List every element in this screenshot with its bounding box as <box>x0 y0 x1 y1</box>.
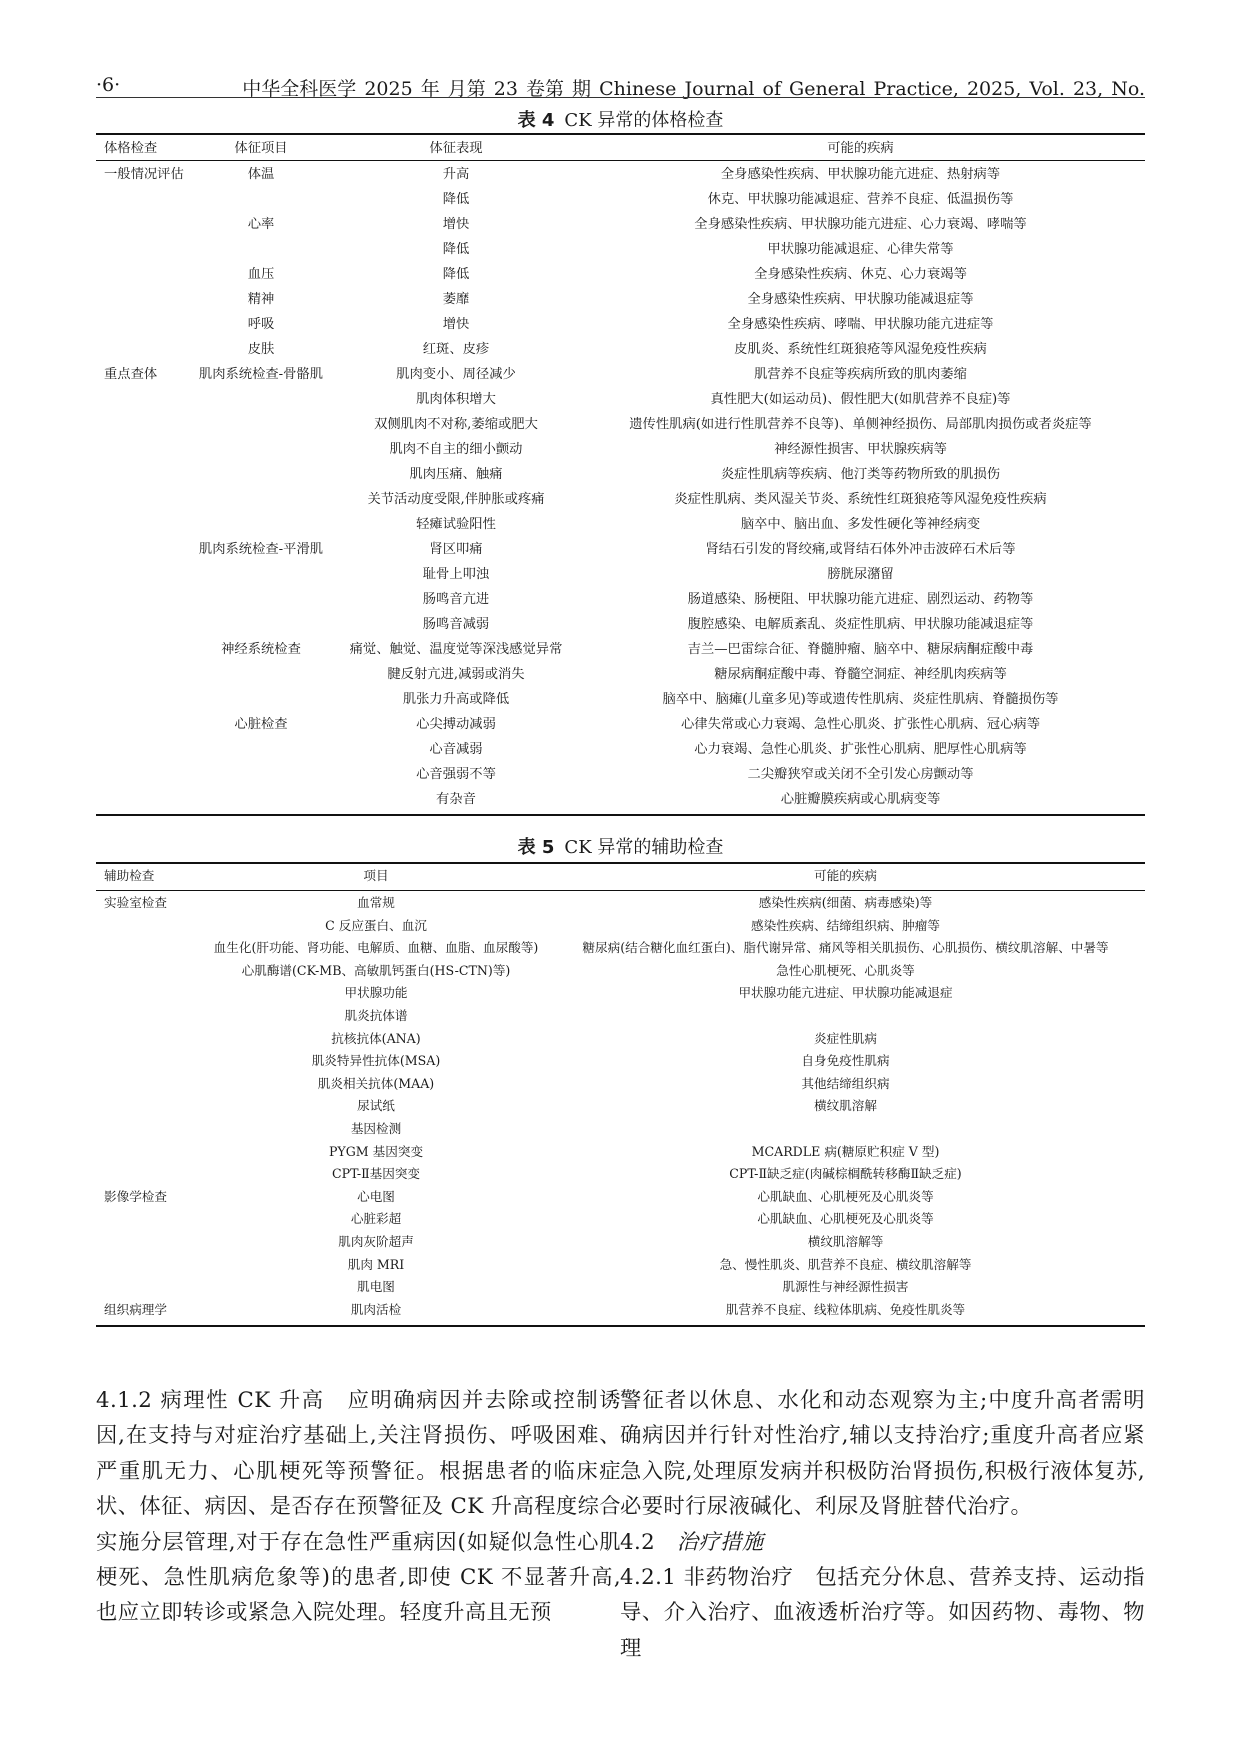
table-cell: 实验室检查 <box>104 895 167 910</box>
table-cell: 肠鸣音减弱 <box>422 617 490 632</box>
table-cell <box>96 1163 206 1186</box>
table-cell: 尿试纸 <box>357 1098 395 1114</box>
table5-body <box>96 892 1145 1321</box>
table-cell <box>96 262 186 287</box>
table-cell: CPT-Ⅱ缺乏症(肉碱棕榈酰转移酶Ⅱ缺乏症) <box>729 1166 962 1182</box>
table-cell: 肌肉体积增大 <box>416 392 496 407</box>
table-cell <box>96 1028 206 1051</box>
table-cell: 全身感染性疾病、休克、心力衰竭等 <box>754 267 967 282</box>
table-cell: 心脏瓣膜疾病或心肌病变等 <box>780 792 941 807</box>
table-cell: 横纹肌溶解等 <box>807 1233 884 1249</box>
table5-row <box>96 982 1145 1005</box>
table-cell <box>96 212 186 237</box>
table-cell <box>96 1276 206 1299</box>
table-cell: 腹腔感染、电解质紊乱、炎症性肌病、甲状腺功能减退症等 <box>687 617 1034 632</box>
section-heading-4-1-2: 4.1.2 病理性 CK 升高 <box>96 1388 325 1413</box>
table-cell: 心律失常或心力衰竭、急性心肌炎、扩张性心肌病、冠心病等 <box>680 717 1040 732</box>
table-cell <box>96 1208 206 1231</box>
table-cell <box>186 562 336 587</box>
table4-row <box>96 612 1145 637</box>
table-cell: 增快 <box>442 317 470 332</box>
table-cell: 其他结缔组织病 <box>801 1075 890 1091</box>
table4-row <box>96 462 1145 487</box>
col-header: 可能的疾病 <box>827 141 894 156</box>
table-cell <box>186 387 336 412</box>
table-cell: 萎靡 <box>442 292 470 307</box>
table-cell: 心力衰竭、急性心肌炎、扩张性心肌病、肥厚性心肌病等 <box>694 742 1027 757</box>
table-cell <box>186 737 336 762</box>
table-cell: 脑卒中、脑出血、多发性硬化等神经病变 <box>740 517 981 532</box>
table-cell: 膀胱尿潴留 <box>827 567 894 582</box>
table-cell <box>96 387 186 412</box>
table-cell: 肌炎特异性抗体(MSA) <box>311 1053 441 1069</box>
table4-row <box>96 387 1145 412</box>
table-cell: 急性心肌梗死、心肌炎等 <box>776 962 915 978</box>
table-cell: 肌肉灰阶超声 <box>338 1233 414 1249</box>
table-cell <box>96 487 186 512</box>
table-cell <box>186 462 336 487</box>
table5-title: CK 异常的辅助检查 <box>564 837 724 858</box>
table-cell <box>96 915 206 938</box>
table4-row <box>96 687 1145 712</box>
table-cell <box>186 687 336 712</box>
table-cell: 感染性疾病、结缔组织病、肿瘤等 <box>751 917 940 933</box>
table-cell <box>96 1254 206 1277</box>
table5-row <box>96 1050 1145 1073</box>
table-cell: 休克、甲状腺功能减退症、营养不良症、低温损伤等 <box>707 192 1014 207</box>
col-header: 体格检查 <box>104 141 158 156</box>
table-cell: 一般情况评估 <box>104 167 184 182</box>
table-cell: 吉兰—巴雷综合征、脊髓肿瘤、脑卒中、糖尿病酮症酸中毒 <box>687 642 1034 657</box>
table4-row <box>96 237 1145 262</box>
table-cell: 抗核抗体(ANA) <box>331 1030 421 1046</box>
table-cell: 真性肥大(如运动员)、假性肥大(如肌营养不良症)等 <box>710 392 1011 407</box>
table-cell <box>96 662 186 687</box>
col-header: 辅助检查 <box>104 868 155 883</box>
table4-title: CK 异常的体格检查 <box>564 110 724 131</box>
table-cell <box>96 337 186 362</box>
table-cell: 甲状腺功能 <box>344 985 408 1001</box>
table-cell: 肌电图 <box>357 1279 395 1295</box>
table-cell: 心率 <box>247 217 275 232</box>
table5-row <box>96 937 1145 960</box>
header-rule <box>96 97 1145 98</box>
table-cell: 心脏彩超 <box>350 1211 402 1227</box>
table4-row <box>96 187 1145 212</box>
table5-row <box>96 1299 1145 1322</box>
paragraph-text: 包括充分休息、营养支持、运动指导、介入治疗、血液透析治疗等。如因药物、毒物、物理 <box>620 1565 1145 1661</box>
table-cell: 肠道感染、肠梗阻、甲状腺功能亢进症、剧烈运动、药物等 <box>687 592 1034 607</box>
table-cell: 肌肉压痛、触痛 <box>409 467 503 482</box>
table-cell: 降低 <box>442 242 470 257</box>
table5-row <box>96 1231 1145 1254</box>
table5-row <box>96 1163 1145 1186</box>
table-cell <box>186 612 336 637</box>
table-cell: 脑卒中、脑瘫(儿童多见)等或遗传性肌病、炎症性肌病、脊髓损伤等 <box>662 692 1059 707</box>
col-header: 体征项目 <box>234 141 288 156</box>
table-cell: 心肌缺血、心肌梗死及心肌炎等 <box>757 1211 934 1227</box>
table-cell <box>546 1118 1145 1141</box>
table-cell <box>546 1005 1145 1028</box>
table-cell: 体温 <box>247 167 275 182</box>
table-cell: 横纹肌溶解 <box>814 1098 877 1114</box>
table4-header-rule <box>96 160 1145 161</box>
table4-row <box>96 337 1145 362</box>
table-cell: 全身感染性疾病、甲状腺功能减退症等 <box>747 292 974 307</box>
table-cell <box>96 462 186 487</box>
table5-bottom-rule <box>96 1325 1145 1327</box>
table5-header <box>96 865 1145 888</box>
table4-header-row <box>96 136 1145 161</box>
table-cell <box>96 1073 206 1096</box>
table4-bottom-rule <box>96 814 1145 816</box>
table4-row <box>96 512 1145 537</box>
table-cell: 遗传性肌病(如进行性肌营养不良等)、单侧神经损伤、局部肌肉损伤或者炎症等 <box>629 417 1092 432</box>
table4-row <box>96 562 1145 587</box>
table4-row <box>96 412 1145 437</box>
table-cell <box>96 1005 206 1028</box>
table-cell: 肌张力升高或降低 <box>402 692 510 707</box>
table-cell <box>96 587 186 612</box>
table-cell: 糖尿病酮症酸中毒、脊髓空洞症、神经肌肉疾病等 <box>714 667 1007 682</box>
page-number: ·6· <box>96 74 121 96</box>
table-cell: 甲状腺功能亢进症、甲状腺功能减退症 <box>738 985 953 1001</box>
table-cell: 神经源性损害、甲状腺疾病等 <box>774 442 947 457</box>
paragraph-text: 应明确病因并去除或控制诱因,在支持与对症治疗基础上,关注肾损伤、呼吸困难、严重肌无力、心肌梗死等预警征。根据患者的临床症状、体征、病因、是否存在预警征及 CK 升高程度综合实施分层管理,对于存在急性严重病因(如疑似急性心肌梗死、急性肌病危象等)的患者,即使 CK 不显著升高,也应立即转诊或紧急入院处理。轻度升高且无预 <box>96 1388 621 1626</box>
table-cell <box>186 587 336 612</box>
table-cell: 肌肉不自主的细小颤动 <box>389 442 523 457</box>
table-cell: 肌肉变小、周径减少 <box>396 367 516 382</box>
table5-row <box>96 1005 1145 1028</box>
table4-row <box>96 712 1145 737</box>
table5-row <box>96 1073 1145 1096</box>
table-cell: 肠鸣音亢进 <box>422 592 490 607</box>
table5-row <box>96 1141 1145 1164</box>
table-cell <box>186 412 336 437</box>
table4-row <box>96 162 1145 187</box>
table-cell <box>96 287 186 312</box>
table-cell: 神经系统检查 <box>221 642 301 657</box>
table-cell: 肌肉系统检查-平滑肌 <box>198 542 324 557</box>
table-cell: 心电图 <box>357 1188 395 1204</box>
table-cell: 炎症性肌病、类风湿关节炎、系统性红斑狼疮等风湿免疫性疾病 <box>674 492 1047 507</box>
paragraph-4-2-1 <box>620 1560 1145 1666</box>
table-cell: 全身感染性疾病、甲状腺功能亢进症、热射病等 <box>720 167 1001 182</box>
table-cell: 炎症性肌病等疾病、他汀类等药物所致的肌损伤 <box>720 467 1001 482</box>
table-cell <box>96 187 186 212</box>
table-cell: 心音强弱不等 <box>416 767 496 782</box>
paragraph-continued: 警征者以休息、水化和动态观察为主;中度升高者需明确病因并行针对性治疗,辅以支持治疗;重度升高者应紧急入院,处理原发病并积极防治肾损伤,积极行液体复苏,必要时行尿液碱化、利尿及肾脏替代治疗。 <box>620 1388 1145 1520</box>
table-cell: 关节活动度受限,伴肿胀或疼痛 <box>367 492 545 507</box>
paragraph-4-1-2 <box>96 1383 621 1631</box>
table-cell: C 反应蛋白、血沉 <box>325 917 427 933</box>
table-cell: 全身感染性疾病、甲状腺功能亢进症、心力衰竭、哮喘等 <box>694 217 1027 232</box>
table5-row <box>96 892 1145 915</box>
table5-row <box>96 960 1145 983</box>
table-cell: 痛觉、触觉、温度觉等深浅感觉异常 <box>349 642 563 657</box>
table5-row <box>96 1186 1145 1209</box>
table-cell: 肌炎相关抗体(MAA) <box>317 1075 435 1091</box>
table-cell: 重点查体 <box>104 367 158 382</box>
table4-row <box>96 312 1145 337</box>
body-column-right <box>620 1383 1145 1666</box>
table-cell <box>186 512 336 537</box>
table-cell: 组织病理学 <box>104 1301 167 1317</box>
table-cell <box>96 1050 206 1073</box>
table-cell: 心尖搏动减弱 <box>416 717 496 732</box>
table-cell: 急、慢性肌炎、肌营养不良症、横纹肌溶解等 <box>719 1256 972 1272</box>
table-cell: 红斑、皮疹 <box>422 342 490 357</box>
table4-row <box>96 637 1145 662</box>
table4-row <box>96 487 1145 512</box>
table-cell: 双侧肌肉不对称,萎缩或肥大 <box>374 417 538 432</box>
section-heading-4-2-1: 4.2.1 非药物治疗 <box>620 1565 794 1591</box>
table-cell: CPT-Ⅱ基因突变 <box>331 1166 421 1182</box>
table-cell: 精神 <box>247 292 275 307</box>
table-cell <box>96 712 186 737</box>
table-cell: 肾结石引发的肾绞痛,或肾结石体外冲击波碎石术后等 <box>705 542 1016 557</box>
body-column-left <box>96 1383 621 1631</box>
table-cell <box>186 787 336 812</box>
table4-header <box>96 136 1145 161</box>
section-number: 4.2 <box>620 1529 656 1555</box>
table-cell <box>96 787 186 812</box>
section-title: 治疗措施 <box>676 1529 764 1555</box>
table-cell: 肌肉 MRI <box>347 1256 405 1272</box>
table-cell: 自身免疫性肌病 <box>801 1053 890 1069</box>
table-cell <box>186 762 336 787</box>
table-cell: 二尖瓣狭窄或关闭不全引发心房颤动等 <box>747 767 974 782</box>
table-cell: PYGM 基因突变 <box>328 1143 424 1159</box>
table4-label: 表 4 <box>517 110 555 131</box>
table-cell: 肾区叩痛 <box>429 542 483 557</box>
table-cell: 血常规 <box>357 895 395 910</box>
table-cell <box>186 187 336 212</box>
running-header <box>96 70 1145 98</box>
table-cell <box>96 1231 206 1254</box>
table-cell: 血压 <box>247 267 275 282</box>
table4-row <box>96 437 1145 462</box>
table4-row <box>96 262 1145 287</box>
table4-caption <box>0 106 1241 132</box>
table-cell <box>96 612 186 637</box>
table-cell <box>186 237 336 262</box>
table-cell <box>96 1118 206 1141</box>
table-cell <box>96 937 206 960</box>
table-cell: 耻骨上叩浊 <box>422 567 490 582</box>
table5-row <box>96 1118 1145 1141</box>
table5-label: 表 5 <box>517 837 555 858</box>
table4-row <box>96 212 1145 237</box>
table-cell <box>96 1095 206 1118</box>
table-cell <box>96 412 186 437</box>
table-cell: 皮肌炎、系统性红斑狼疮等风湿免疫性疾病 <box>734 342 987 357</box>
table-cell: 降低 <box>442 267 470 282</box>
table-cell: 肌源性与神经源性损害 <box>782 1279 909 1295</box>
table4-row <box>96 662 1145 687</box>
table-cell: 糖尿病(结合糖化血红蛋白)、脂代谢异常、痛风等相关肌损伤、心肌损伤、横纹肌溶解、中暑等 <box>582 940 1109 956</box>
table-cell: 肌肉系统检查-骨骼肌 <box>198 367 324 382</box>
table-cell: MCARDLE 病(糖原贮积症 V 型) <box>751 1143 940 1159</box>
table-cell <box>96 537 186 562</box>
table-cell: 肌炎抗体谱 <box>344 1007 408 1023</box>
table-cell: 炎症性肌病 <box>814 1030 877 1046</box>
table-cell: 肌营养不良症、线粒体肌病、免疫性肌炎等 <box>725 1301 966 1317</box>
table-cell: 血生化(肝功能、肾功能、电解质、血糖、血脂、血尿酸等) <box>213 940 539 956</box>
table4-top-rule <box>96 133 1145 135</box>
table5-header-rule <box>96 890 1145 891</box>
table-cell: 腱反射亢进,减弱或消失 <box>387 667 525 682</box>
table5-row <box>96 1276 1145 1299</box>
table-cell: 肌营养不良症等疾病所致的肌肉萎缩 <box>754 367 967 382</box>
table-cell <box>96 312 186 337</box>
table-cell <box>96 437 186 462</box>
table-cell <box>96 1141 206 1164</box>
table-cell <box>96 687 186 712</box>
table4-row <box>96 787 1145 812</box>
table-cell <box>186 662 336 687</box>
table4-row <box>96 537 1145 562</box>
journal-citation: 中华全科医学 2025 年 月第 23 卷第 期 Chinese Journal of General Practice, 2025, Vol. 23, No. <box>242 78 1145 100</box>
table-cell: 肌肉活检 <box>350 1301 402 1317</box>
table-cell: 降低 <box>442 192 470 207</box>
table-cell: 基因检测 <box>350 1120 402 1136</box>
table-cell: 升高 <box>442 167 470 182</box>
table5-row <box>96 915 1145 938</box>
table-cell <box>96 762 186 787</box>
table-cell: 轻瘫试验阳性 <box>416 517 496 532</box>
table-cell: 心肌缺血、心肌梗死及心肌炎等 <box>757 1188 934 1204</box>
table4-row <box>96 587 1145 612</box>
table4-row <box>96 762 1145 787</box>
table5-row <box>96 1095 1145 1118</box>
table-cell: 全身感染性疾病、哮喘、甲状腺功能亢进症等 <box>727 317 994 332</box>
table5-row <box>96 1208 1145 1231</box>
table4-row <box>96 362 1145 387</box>
table-cell <box>96 562 186 587</box>
table5-top-rule <box>96 862 1145 864</box>
table4-row <box>96 287 1145 312</box>
table-cell: 增快 <box>442 217 470 232</box>
table-cell: 心音减弱 <box>429 742 483 757</box>
table4-body <box>96 162 1145 812</box>
col-header: 可能的疾病 <box>814 868 877 883</box>
table5-row <box>96 1254 1145 1277</box>
table-cell <box>186 437 336 462</box>
table-cell <box>96 982 206 1005</box>
table5-caption <box>0 833 1241 859</box>
table-cell: 有杂音 <box>436 792 476 807</box>
col-header: 体征表现 <box>429 141 483 156</box>
table-cell <box>96 237 186 262</box>
table-cell: 影像学检查 <box>104 1188 167 1204</box>
table-cell: 心肌酶谱(CK-MB、高敏肌钙蛋白(HS-CTN)等) <box>241 962 511 978</box>
table-cell: 甲状腺功能减退症、心律失常等 <box>767 242 954 257</box>
table-cell: 皮肤 <box>247 342 275 357</box>
table-cell: 感染性疾病(细菌、病毒感染)等 <box>758 895 933 910</box>
table-cell: 呼吸 <box>247 317 275 332</box>
table5-header-row <box>96 865 1145 888</box>
table-cell <box>96 737 186 762</box>
table-cell <box>96 512 186 537</box>
table5-row <box>96 1028 1145 1051</box>
table-cell <box>186 487 336 512</box>
table-cell <box>96 637 186 662</box>
table-cell <box>96 960 206 983</box>
table4-row <box>96 737 1145 762</box>
col-header: 项目 <box>363 868 389 883</box>
table-cell: 心脏检查 <box>234 717 288 732</box>
section-heading-4-2 <box>620 1525 1145 1560</box>
